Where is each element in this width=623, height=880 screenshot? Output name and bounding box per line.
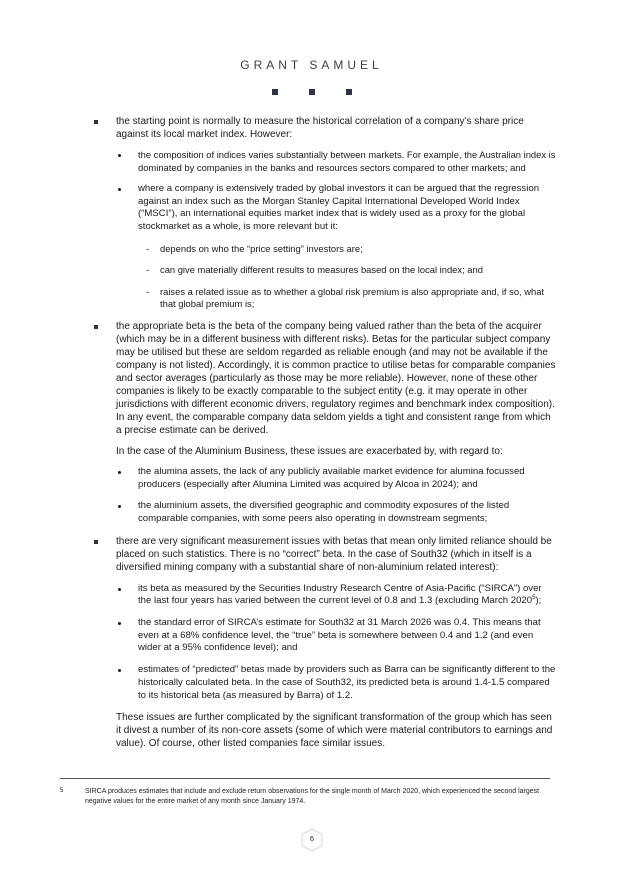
dot-bullet-icon — [118, 588, 121, 591]
sub-bullet-text: the standard error of SIRCA’s estimate for South32 at 31 March 2026 was 0.4. This means that even at a 68% confidence level, the “true” beta is somewhere between 0.4 and 1.2 (and even wider at a 95% confidence level); and — [138, 617, 541, 654]
bullet-item — [92, 535, 557, 574]
dash-text: can give materially different results to measures based on the local index; and — [160, 264, 483, 276]
dash-text: raises a related issue as to whether a global risk premium is also appropriate and, if so, what that global premium is; — [160, 285, 545, 310]
paragraph: These issues are further complicated by the significant transformation of the group which has seen it divest a number of its non-core assets (some of which were material contributors to earnings and value). Of course, other listed companies face similar issues. — [116, 712, 553, 750]
dash-bullet-icon: - — [146, 264, 150, 276]
dash-bullet-icon: - — [146, 242, 150, 254]
footnote-number: 5 — [60, 788, 64, 794]
bullet-text: the starting point is normally to measure the historical correlation of a company’s share price against its local market index. However: — [116, 116, 524, 140]
body-content — [92, 115, 557, 750]
bullet-text: there are very significant measurement issues with betas that mean only limited reliance should be placed on such statistics. There is no “correct” beta. In the case of South32 (which in itself is a diversified mining company with a substantial share of non-aluminium related interest): — [116, 535, 552, 573]
header-decoration — [270, 89, 355, 96]
dash-item — [92, 264, 557, 277]
paragraph: In the case of the Aluminium Business, these issues are exacerbated by, with regard to: — [116, 445, 503, 457]
sub-bullet-text: where a company is extensively traded by global investors it can be argued that the regression against an index such as the Morgan Stanley Capital International Developed World Index (“MSCI”), an international equities market index that is widely used as a proxy for the global stockmarket as a whole, is more relevant but it: — [138, 183, 540, 233]
sub-bullet-item — [92, 617, 557, 655]
footnote-divider — [60, 778, 550, 779]
sub-bullet-text: the composition of indices varies substantially between markets. For example, the Australian index is dominated by companies in the banks and resources sectors compared to other markets; and — [138, 149, 556, 173]
dash-item — [92, 286, 557, 311]
square-bullet-icon — [94, 120, 98, 124]
sub-bullet-item — [92, 500, 557, 525]
dot-bullet-icon — [118, 471, 121, 474]
sub-bullet-item — [92, 583, 557, 608]
sub-bullet-item — [92, 466, 557, 491]
dot-bullet-icon — [118, 188, 121, 191]
bullet-text: the appropriate beta is the beta of the company being valued rather than the beta of the acquirer (which may be in a different business with different risks). Betas for the particular subject company may be utilised but these are seldom regarded as reliable enough (and may not be available if the company is not listed). Accordingly, it is common practice to utilise betas for comparable companies and sector averages (particularly as those may be more reliable). However, none of these other companies is likely to be exactly comparable to the subject entity (e.g. it may operate in other jurisdictions with different economic drivers, regulatory regimes and benchmark index composition). In any event, the comparable company data seldom yields a tight and consistent range from which a precise estimate can be derived. — [116, 320, 556, 436]
footnote — [60, 787, 550, 807]
square-bullet-icon — [94, 325, 98, 329]
dash-item — [92, 243, 557, 256]
dot-bullet-icon — [118, 505, 121, 508]
decor-square — [272, 89, 278, 95]
dot-bullet-icon — [118, 154, 121, 157]
company-logo: GRANT SAMUEL — [240, 58, 383, 72]
bullet-item — [92, 320, 557, 437]
sub-bullet-text: the aluminium assets, the diversified geographic and commodity exposures of the listed comparable companies, with some peers also operating in downstream segments; — [138, 500, 510, 524]
page-number-badge — [301, 828, 323, 852]
decor-square — [309, 89, 315, 95]
sub-bullet-text: its beta as measured by the Securities Industry Research Centre of Asia-Pacific (“SIRCA”) over the last four years has varied between the current level of 0.8 and 1.3 (excluding March 2020 — [138, 582, 542, 607]
sub-bullet-item — [92, 183, 557, 234]
sub-bullet-text: the alumina assets, the lack of any publicly available market evidence for alumina focussed producers (especially after Alumina Limited was acquired by Alcoa in 2024); and — [138, 465, 525, 490]
sub-bullet-item — [92, 149, 557, 174]
dash-bullet-icon: - — [146, 285, 150, 297]
dash-text: depends on who the “price setting” investors are; — [160, 242, 363, 254]
dot-bullet-icon — [118, 622, 121, 625]
sub-bullet-item — [92, 664, 557, 702]
footnote-text: SIRCA produces estimates that include and exclude return observations for the single month of March 2020, which experienced the second largest negative values for the entire market of any month since January 1974. — [85, 788, 540, 805]
bullet-item — [92, 115, 557, 141]
decor-square — [346, 89, 352, 95]
sub-bullet-text-end: ); — [535, 595, 542, 607]
sub-bullet-text: estimates of “predicted” betas made by providers such as Barra can be significantly different to the historically calculated beta. In the case of South32, its predicted beta is around 1.4-1.5 compared to its historical beta (as measured by Barra) of 1.2. — [138, 664, 556, 701]
footnote-reference: 5 — [532, 595, 536, 602]
square-bullet-icon — [94, 540, 98, 544]
page-number: 6 — [310, 836, 314, 843]
dot-bullet-icon — [118, 669, 121, 672]
